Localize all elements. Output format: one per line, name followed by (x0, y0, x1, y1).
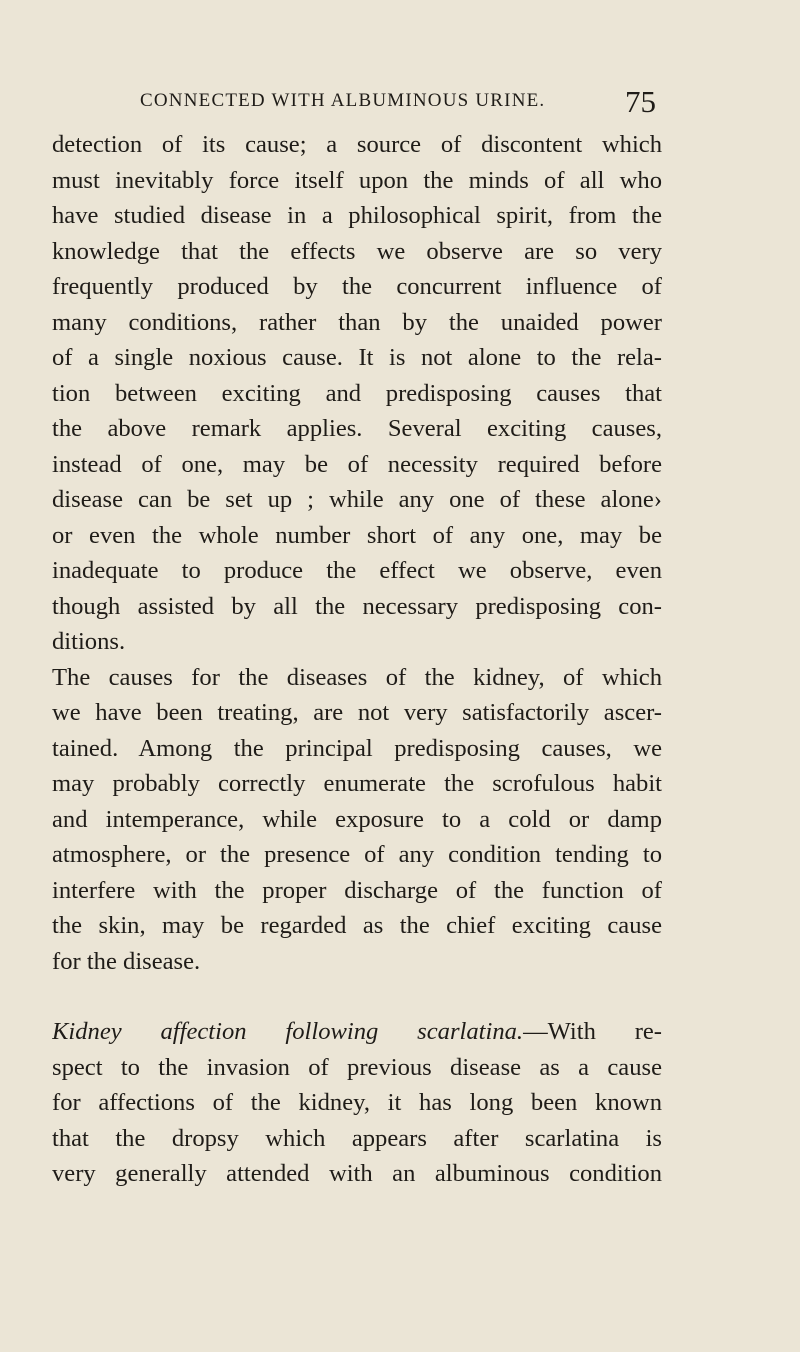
text-line: disease can be set up ; while any one of these alone› (52, 486, 662, 513)
body-text (52, 127, 662, 1192)
text-line: tained. Among the principal predisposing causes, we (52, 734, 662, 762)
text-run: —With re- (523, 1018, 662, 1045)
paragraph-2 (52, 660, 662, 980)
text-line: atmosphere, or the presence of any condition tending to (52, 841, 662, 868)
text-line: the above remark applies. Several exciting causes, (52, 415, 662, 442)
text-line: for the disease. (52, 947, 201, 975)
text-line: detection of its cause; a source of discontent which (52, 131, 662, 158)
text-line: must inevitably force itself upon the minds of all who (52, 166, 662, 194)
page-number: 75 (625, 84, 656, 119)
text-line: have studied disease in a philosophical spirit, from the (52, 202, 662, 229)
text-line: many conditions, rather than by the unaided power (52, 308, 662, 336)
text-line: very generally attended with an albuminous condition (52, 1160, 662, 1187)
text-line: though assisted by all the necessary predisposing con- (52, 592, 662, 620)
running-head: CONNECTED WITH ALBUMINOUS URINE. (140, 90, 546, 111)
text-line: the skin, may be regarded as the chief exciting cause (52, 912, 662, 939)
text-line: interfere with the proper discharge of the function of (52, 876, 662, 904)
text-line: that the dropsy which appears after scarlatina is (52, 1124, 662, 1152)
section-heading: Kidney affection following scarlatina. (52, 1018, 524, 1045)
text-line: tion between exciting and predisposing causes that (52, 379, 662, 407)
text-line: frequently produced by the concurrent influence of (52, 273, 662, 300)
text-line: ditions. (52, 628, 126, 655)
text-line: we have been treating, are not very satisfactorily ascer- (52, 699, 662, 726)
text-line: of a single noxious cause. It is not alone to the rela- (52, 344, 662, 371)
text-line: and intemperance, while exposure to a cold or damp (52, 805, 662, 833)
page-header (140, 86, 660, 120)
paragraph-3 (52, 1014, 662, 1192)
paragraph-1 (52, 127, 662, 660)
text-line: inadequate to produce the effect we observe, even (52, 557, 662, 584)
text-line: instead of one, may be of necessity required before (52, 450, 662, 478)
text-line: may probably correctly enumerate the scrofulous habit (52, 770, 662, 797)
text-line: knowledge that the effects we observe are so very (52, 237, 662, 265)
text-line: or even the whole number short of any one, may be (52, 521, 662, 549)
text-line (52, 1014, 662, 1050)
text-line: for affections of the kidney, it has long been known (52, 1089, 662, 1116)
text-line: The causes for the diseases of the kidney, of which (52, 663, 662, 691)
text-line: spect to the invasion of previous disease as a cause (52, 1053, 662, 1081)
